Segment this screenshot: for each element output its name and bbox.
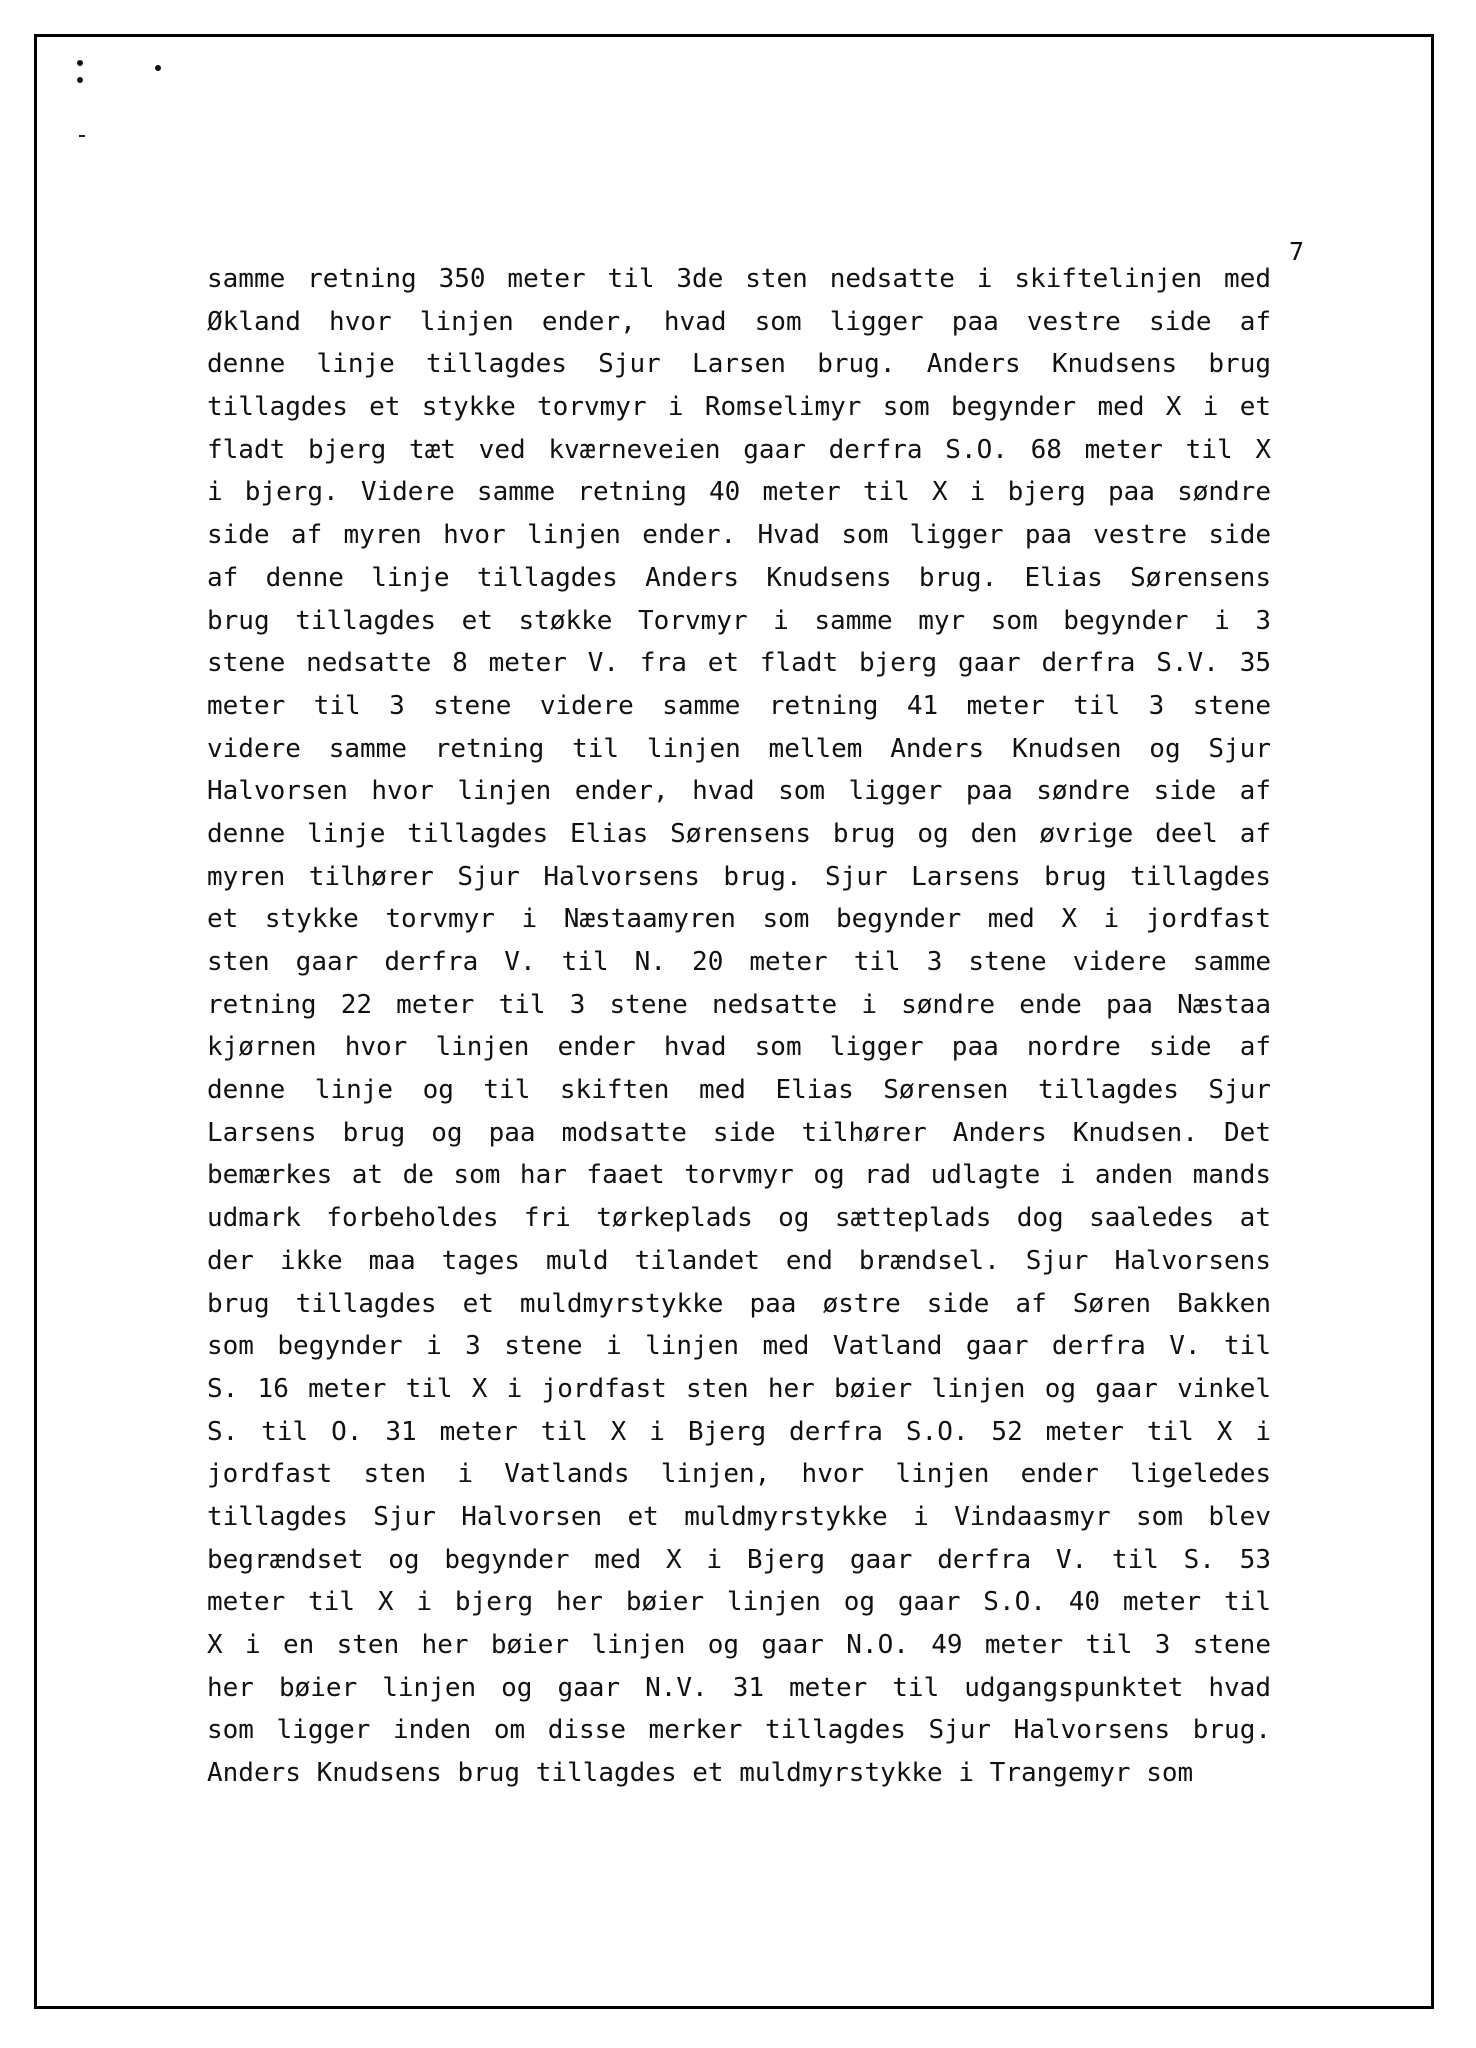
text-line: S. til O. 31 meter til X i Bjerg derfra S.O. 52 meter til X i: [207, 1416, 1271, 1447]
text-line: begrændset og begynder med X i Bjerg gaar derfra V. til S. 53: [207, 1544, 1271, 1575]
text-line: samme retning 350 meter til 3de sten nedsatte i skiftelinjen med: [207, 264, 1271, 294]
text-line: fladt bjerg tæt ved kværneveien gaar derfra S.O. 68 meter til X: [207, 434, 1271, 465]
text-line: der ikke maa tages muld tilandet end brændsel. Sjur Halvorsens: [207, 1245, 1271, 1276]
text-line: udmark forbeholdes fri tørkeplads og sætteplads dog saaledes at: [207, 1203, 1271, 1234]
scan-speck: [79, 135, 85, 137]
text-line: Larsens brug og paa modsatte side tilhører Anders Knudsen. Det: [207, 1117, 1271, 1148]
text-line: bemærkes at de som har faaet torvmyr og rad udlagte i anden mands: [207, 1160, 1271, 1191]
text-line: tillagdes Sjur Halvorsen et muldmyrstykke i Vindaasmyr som blev: [207, 1501, 1271, 1532]
text-line: tillagdes et stykke torvmyr i Romselimyr som begynder med X i et: [207, 392, 1271, 423]
text-line: kjørnen hvor linjen ender hvad som ligger paa nordre side af: [207, 1032, 1271, 1063]
text-line: her bøier linjen og gaar N.V. 31 meter til udgangspunktet hvad: [207, 1672, 1271, 1703]
text-line: Økland hvor linjen ender, hvad som ligger paa vestre side af: [207, 306, 1271, 337]
text-line: X i en sten her bøier linjen og gaar N.O. 49 meter til 3 stene: [207, 1630, 1271, 1660]
text-line: af denne linje tillagdes Anders Knudsens brug. Elias Sørensens: [207, 562, 1271, 593]
text-line: i bjerg. Videre samme retning 40 meter til X i bjerg paa søndre: [207, 477, 1271, 508]
text-line: brug tillagdes et muldmyrstykke paa østre side af Søren Bakken: [207, 1288, 1271, 1319]
punch-mark-top-left: [77, 60, 83, 66]
text-line: denne linje tillagdes Sjur Larsen brug. Anders Knudsens brug: [207, 349, 1271, 380]
text-line: meter til X i bjerg her bøier linjen og gaar S.O. 40 meter til: [207, 1587, 1271, 1618]
text-line: Halvorsen hvor linjen ender, hvad som ligger paa søndre side af: [207, 776, 1271, 807]
punch-mark-left-lower: [77, 77, 83, 83]
text-line: myren tilhører Sjur Halvorsens brug. Sjur Larsens brug tillagdes: [207, 861, 1271, 892]
text-line: stene nedsatte 8 meter V. fra et fladt bjerg gaar derfra S.V. 35: [207, 648, 1271, 679]
text-line: meter til 3 stene videre samme retning 41 meter til 3 stene: [207, 690, 1271, 721]
text-line: Anders Knudsens brug tillagdes et muldmyrstykke i Trangemyr som: [207, 1758, 1194, 1789]
text-line: brug tillagdes et støkke Torvmyr i samme myr som begynder i 3: [207, 605, 1271, 636]
text-line: retning 22 meter til 3 stene nedsatte i søndre ende paa Næstaa: [207, 989, 1271, 1020]
text-line: side af myren hvor linjen ender. Hvad som ligger paa vestre side: [207, 520, 1271, 551]
text-line: jordfast sten i Vatlands linjen, hvor linjen ender ligeledes: [207, 1459, 1271, 1490]
text-line: denne linje tillagdes Elias Sørensens brug og den øvrige deel af: [207, 818, 1271, 849]
text-line: S. 16 meter til X i jordfast sten her bøier linjen og gaar vinkel: [207, 1373, 1271, 1404]
text-line: som ligger inden om disse merker tillagdes Sjur Halvorsens brug.: [207, 1715, 1271, 1746]
text-line: denne linje og til skiften med Elias Sørensen tillagdes Sjur: [207, 1075, 1271, 1106]
document-body: [207, 258, 1271, 1795]
text-line: som begynder i 3 stene i linjen med Vatland gaar derfra V. til: [207, 1331, 1271, 1362]
text-line: sten gaar derfra V. til N. 20 meter til 3 stene videre samme: [207, 947, 1271, 977]
page-number: 7: [1289, 237, 1305, 266]
text-line: videre samme retning til linjen mellem Anders Knudsen og Sjur: [207, 733, 1271, 764]
text-line: et stykke torvmyr i Næstaamyren som begynder med X i jordfast: [207, 904, 1271, 935]
punch-mark-right: [155, 65, 161, 71]
